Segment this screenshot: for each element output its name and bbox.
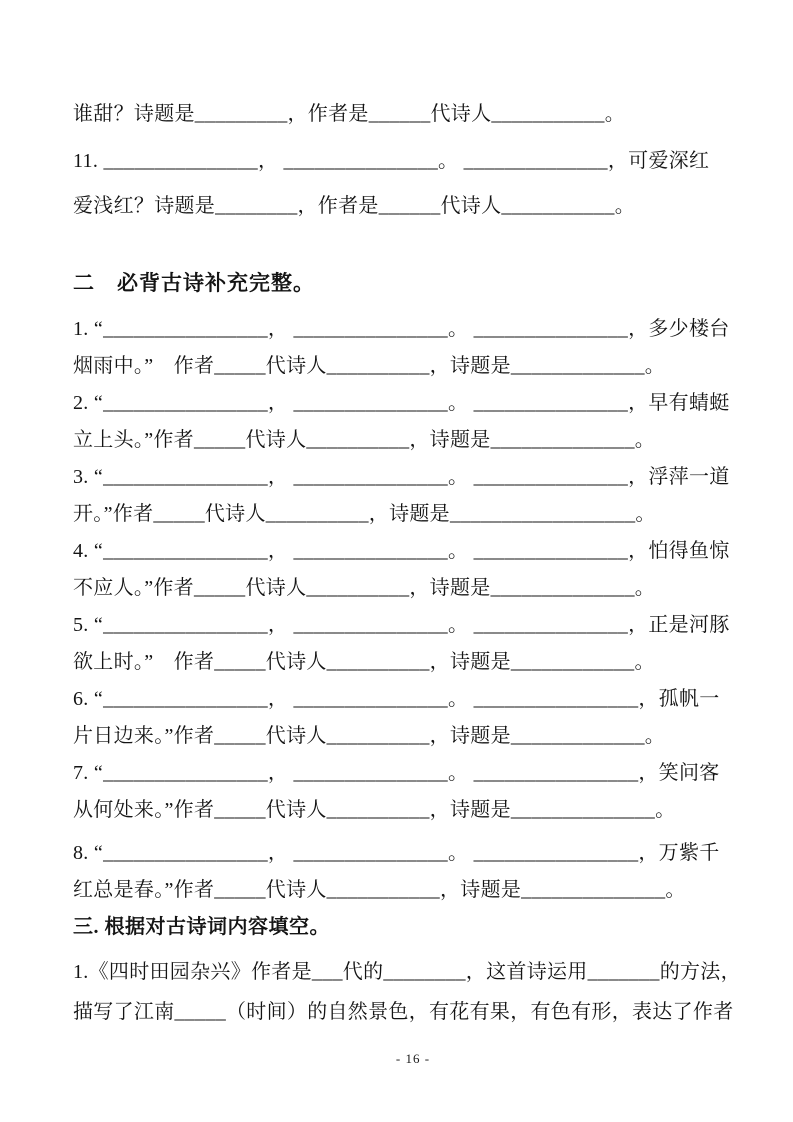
section2-q8-line1: 8. “________________， _______________。 ________________，万紫千	[73, 842, 720, 864]
section2-q1-line2: 烟雨中。” 作者_____代诗人__________，诗题是_____________。	[73, 355, 666, 377]
section-3-heading: 三. 根据对古诗词内容填空。	[73, 916, 330, 938]
section2-q3-line2: 开。”作者_____代诗人__________，诗题是__________________。	[73, 503, 656, 525]
section-2-heading: 二 必背古诗补充完整。	[73, 271, 315, 295]
section2-q4-line2: 不应人。”作者_____代诗人__________，诗题是______________。	[73, 577, 656, 599]
section2-q8-line2: 红总是春。”作者_____代诗人___________，诗题是______________。	[73, 879, 686, 901]
section2-q5-line2: 欲上时。” 作者_____代诗人__________，诗题是____________。	[73, 651, 655, 673]
section3-q1-line2: 描写了江南_____（时间）的自然景色，有花有果，有色有形，表达了作者	[73, 1001, 734, 1023]
section2-q4-line1: 4. “________________， _______________。 _______________，怕得鱼惊	[73, 540, 730, 562]
section2-q5-line1: 5. “________________， _______________。 _______________，正是河豚	[73, 614, 730, 636]
fill-blank-line-q10-continuation: 谁甜？诗题是_________，作者是______代诗人___________。	[73, 103, 625, 125]
page-number: - 16 -	[395, 1051, 431, 1066]
section2-q6-line2: 片日边来。”作者_____代诗人__________，诗题是_____________。	[73, 725, 666, 747]
section2-q1-line1: 1. “________________， _______________。 _______________，多少楼台	[73, 318, 730, 340]
section2-q7-line2: 从何处来。”作者_____代诗人__________，诗题是______________。	[73, 799, 676, 821]
section2-q2-line1: 2. “________________， _______________。 _______________，早有蜻蜓	[73, 392, 730, 414]
section2-q2-line2: 立上头。”作者_____代诗人__________，诗题是______________。	[73, 429, 656, 451]
fill-blank-line-q11-continuation: 爱浅红？诗题是________，作者是______代诗人___________。	[73, 195, 635, 217]
section2-q6-line1: 6. “________________， _______________。 ________________，孤帆一	[73, 688, 720, 710]
section3-q1-line1: 1.《四时田园杂兴》作者是___代的________，这首诗运用_______的方法，	[73, 961, 741, 983]
fill-blank-line-q11: 11. _______________， _______________。 ______________，可爱深红	[73, 150, 710, 172]
section2-q3-line1: 3. “________________， _______________。 _______________，浮萍一道	[73, 466, 730, 488]
section2-q7-line1: 7. “________________， _______________。 ________________，笑问客	[73, 762, 720, 784]
